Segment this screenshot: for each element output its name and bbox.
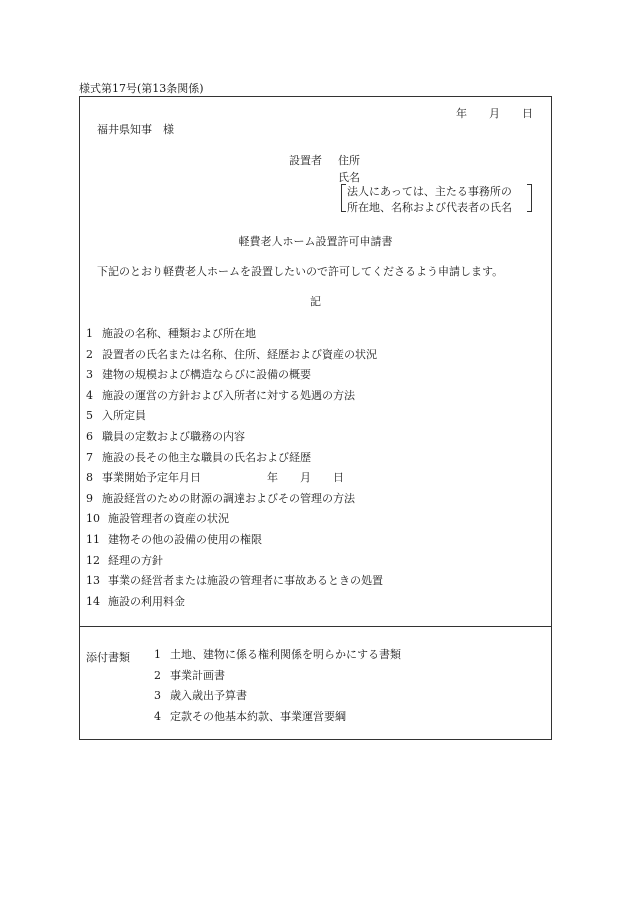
list-item [86, 386, 383, 407]
item-text: 経理の方針 [108, 553, 163, 567]
item-number: 3 [86, 368, 93, 382]
bracket-right [527, 184, 532, 212]
addressee: 福井県知事 様 [97, 123, 174, 136]
application-form [79, 96, 552, 740]
date-day: 日 [522, 107, 533, 120]
list-item [86, 592, 383, 613]
start-date-day: 日 [333, 471, 344, 485]
item-text: 施設の利用料金 [108, 594, 185, 608]
form-number: 様式第17号(第13条関係) [79, 82, 204, 95]
item-number: 13 [86, 574, 100, 588]
item-text: 建物その他の設備の使用の権限 [108, 532, 262, 546]
start-date-month: 月 [300, 471, 311, 485]
list-item [86, 406, 383, 427]
list-item [86, 468, 383, 489]
start-date-year: 年 [267, 471, 278, 485]
item-number: 5 [86, 409, 93, 423]
list-item [86, 551, 383, 572]
attachments-list [154, 649, 401, 731]
item-number: 7 [86, 450, 93, 464]
attachment-number: 4 [154, 709, 161, 723]
item-text: 建物の規模および構造ならびに設備の概要 [102, 368, 311, 382]
attachment-text: 土地、建物に係る権利関係を明らかにする書類 [170, 648, 401, 661]
corporate-note-line1: 法人にあっては、主たる事務所の [347, 185, 512, 198]
list-item [86, 448, 383, 469]
corporate-note-line2: 所在地、名称および代表者の氏名 [347, 201, 512, 214]
list-item [86, 345, 383, 366]
item-text: 施設管理者の資産の状況 [108, 512, 229, 526]
list-item [154, 649, 401, 670]
attachment-text: 定款その他基本約款、事業運営要綱 [170, 709, 346, 723]
list-item [86, 509, 383, 530]
attachment-text: 歳入歳出予算書 [170, 689, 247, 702]
list-item [86, 489, 383, 510]
list-item [154, 670, 401, 691]
item-text: 施設の名称、種類および所在地 [102, 327, 256, 340]
attachment-number: 1 [154, 648, 161, 661]
item-text: 設置者の氏名または名称、住所、経歴および資産の状況 [102, 347, 377, 361]
item-text: 施設経営のための財源の調達およびその管理の方法 [102, 491, 355, 505]
list-item [154, 690, 401, 711]
corporate-note [341, 183, 532, 213]
item-number: 9 [86, 491, 93, 505]
ki-heading: 記 [310, 295, 321, 308]
date-year: 年 [456, 107, 467, 120]
item-text: 施設の運営の方針および入所者に対する処遇の方法 [102, 388, 355, 402]
item-text: 事業の経営者または施設の管理者に事故あるときの処置 [108, 574, 383, 588]
date-month: 月 [489, 107, 500, 120]
applicant-label: 設置者 [289, 154, 322, 167]
attachment-number: 2 [154, 668, 161, 682]
item-number: 2 [86, 347, 93, 361]
item-text: 入所定員 [102, 409, 146, 423]
item-text: 事業開始予定年月日 [102, 471, 201, 485]
item-text: 職員の定数および職務の内容 [102, 429, 245, 443]
start-date [267, 468, 344, 489]
attachment-number: 3 [154, 689, 161, 702]
item-number: 4 [86, 388, 93, 402]
item-text: 施設の長その他主な職員の氏名および経歴 [102, 450, 311, 464]
document-title: 軽費老人ホーム設置許可申請書 [238, 235, 393, 248]
list-item [86, 571, 383, 592]
item-number: 11 [86, 532, 100, 546]
attachments-label: 添付書類 [86, 651, 130, 664]
section-divider [80, 626, 551, 627]
applicant-address-label: 住所 [338, 154, 360, 167]
date-line [456, 105, 533, 121]
attachment-text: 事業計画書 [170, 668, 225, 682]
item-number: 8 [86, 471, 93, 485]
item-number: 14 [86, 594, 100, 608]
item-list [86, 324, 383, 612]
list-item [86, 530, 383, 551]
item-number: 1 [86, 327, 93, 340]
item-number: 12 [86, 553, 100, 567]
item-number: 6 [86, 429, 93, 443]
request-text: 下記のとおり軽費老人ホームを設置したいので許可してくださるよう申請します。 [97, 265, 504, 278]
list-item [86, 365, 383, 386]
item-number: 10 [86, 512, 100, 526]
bracket-left [341, 184, 346, 212]
list-item [154, 711, 401, 732]
list-item [86, 324, 383, 345]
list-item [86, 427, 383, 448]
applicant-name-label: 氏名 [338, 171, 360, 184]
